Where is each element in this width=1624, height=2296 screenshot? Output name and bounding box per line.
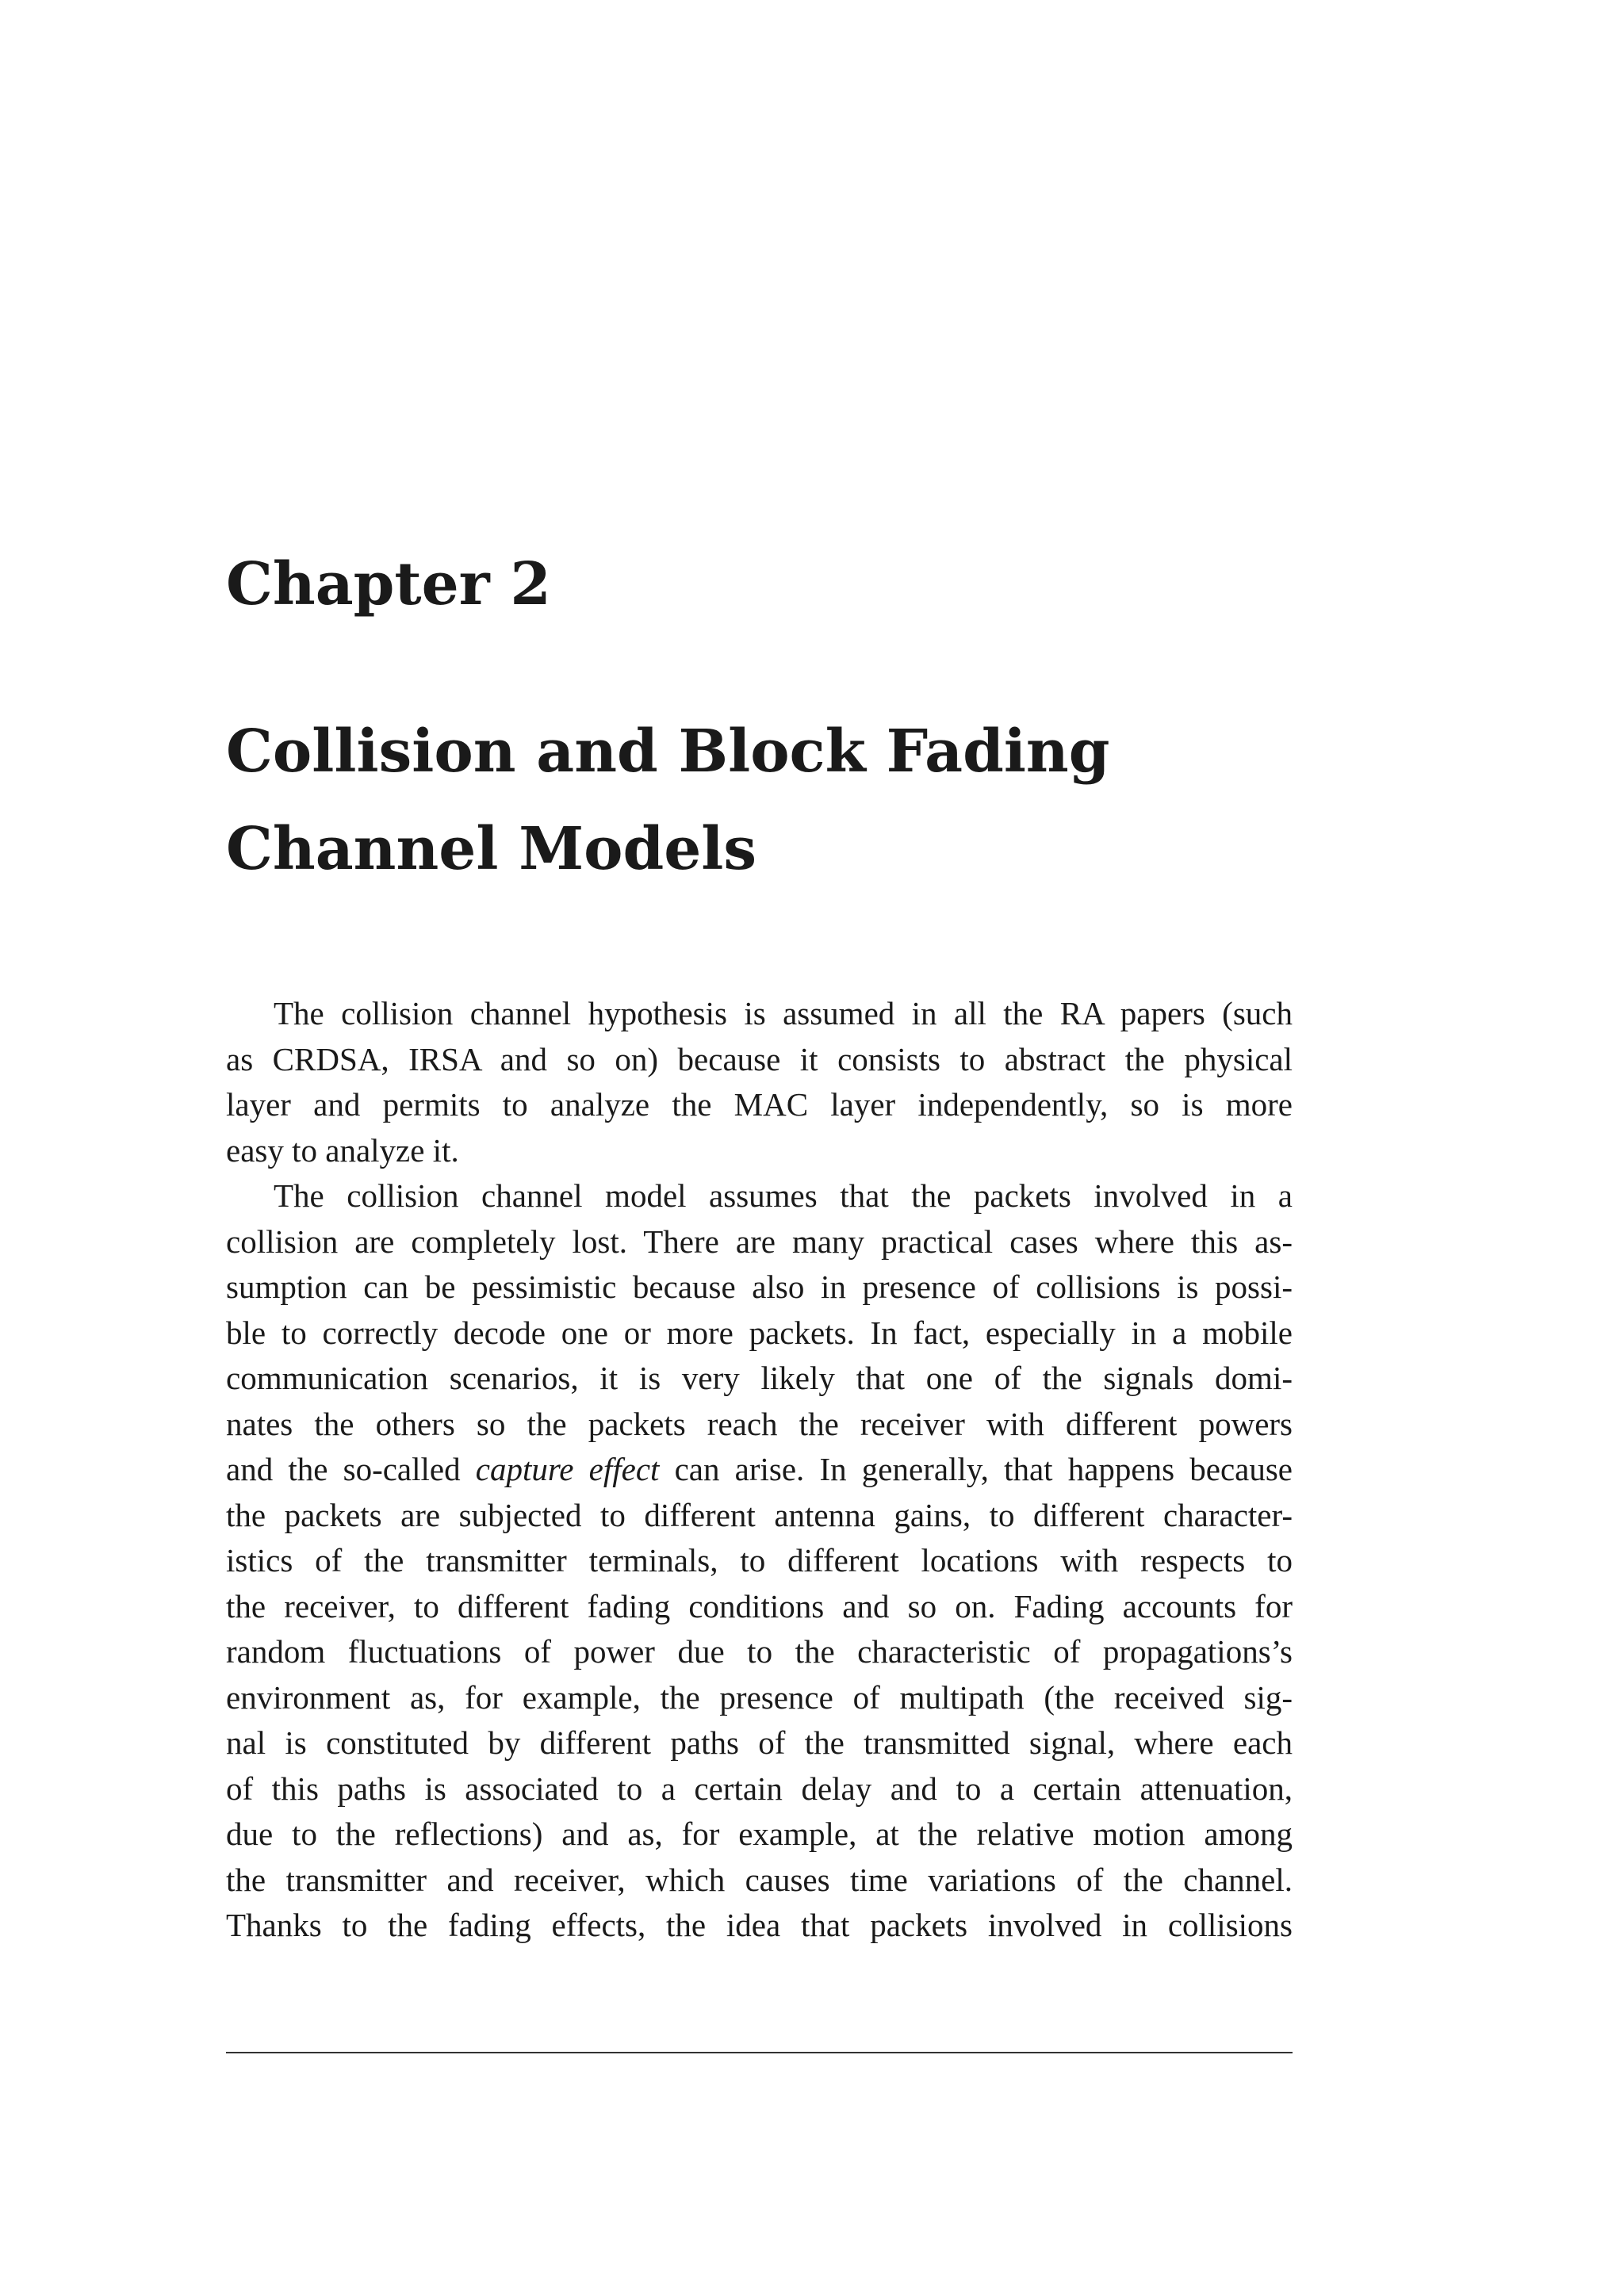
text-line: istics of the transmitter terminals, to different locations with respects to bbox=[226, 1542, 1293, 1578]
text-line: The collision channel hypothesis is assumed in all the RA papers (such bbox=[274, 995, 1293, 1031]
text-line: environment as, for example, the presence of multipath (the received sig- bbox=[226, 1678, 1293, 1716]
text-line: due to the reflections) and as, for example, at the relative motion among bbox=[226, 1816, 1293, 1852]
text-line: layer and permits to analyze the MAC layer independently, so is more bbox=[226, 1086, 1293, 1123]
text-line: nal is constituted by different paths of the transmitted signal, where each bbox=[226, 1724, 1293, 1761]
chapter-title-line: Channel Models bbox=[226, 815, 757, 883]
text-line: the packets are subjected to different antenna gains, to different character- bbox=[226, 1496, 1293, 1533]
chapter-title bbox=[226, 703, 1415, 898]
text-line: the receiver, to different fading conditions and so on. Fading accounts for bbox=[226, 1587, 1293, 1624]
text-line: easy to analyze it. bbox=[226, 1131, 459, 1169]
text-line: sumption can be pessimistic because also in presence of collisions is possi- bbox=[226, 1269, 1293, 1305]
chapter-title-line: Collision and Block Fading bbox=[226, 718, 1110, 786]
text-line: The collision channel model assumes that the packets involved in a bbox=[274, 1177, 1293, 1214]
paragraph-2 bbox=[226, 1173, 1293, 1949]
text-line: of this paths is associated to a certain delay and to a certain attenuation, bbox=[226, 1770, 1293, 1807]
text-line: Thanks to the fading effects, the idea that packets involved in collisions bbox=[226, 1907, 1293, 1943]
text-line: communication scenarios, it is very likely that one of the signals domi- bbox=[226, 1360, 1293, 1396]
capture-line-after: can arise. In generally, that happens because bbox=[659, 1451, 1293, 1487]
body-text bbox=[226, 991, 1293, 1949]
text-line: collision are completely lost. There are many practical cases where this as- bbox=[226, 1223, 1293, 1260]
capture-line-before: and the so-called bbox=[226, 1451, 476, 1487]
text-line: nates the others so the packets reach the receiver with different powers bbox=[226, 1405, 1293, 1442]
footnote-divider bbox=[226, 2052, 1293, 2053]
text-line-with-emphasis bbox=[226, 1447, 1293, 1493]
text-line: as CRDSA, IRSA and so on) because it consists to abstract the physical bbox=[226, 1040, 1293, 1077]
capture-effect-term: capture effect bbox=[475, 1451, 660, 1487]
text-line: ble to correctly decode one or more packets. In fact, especially in a mobile bbox=[226, 1314, 1293, 1351]
text-line: random fluctuations of power due to the characteristic of propagations’s bbox=[226, 1633, 1293, 1670]
chapter-label: Chapter 2 bbox=[226, 550, 551, 618]
text-line: the transmitter and receiver, which causes time variations of the channel. bbox=[226, 1861, 1293, 1898]
paragraph-1 bbox=[226, 991, 1293, 1173]
